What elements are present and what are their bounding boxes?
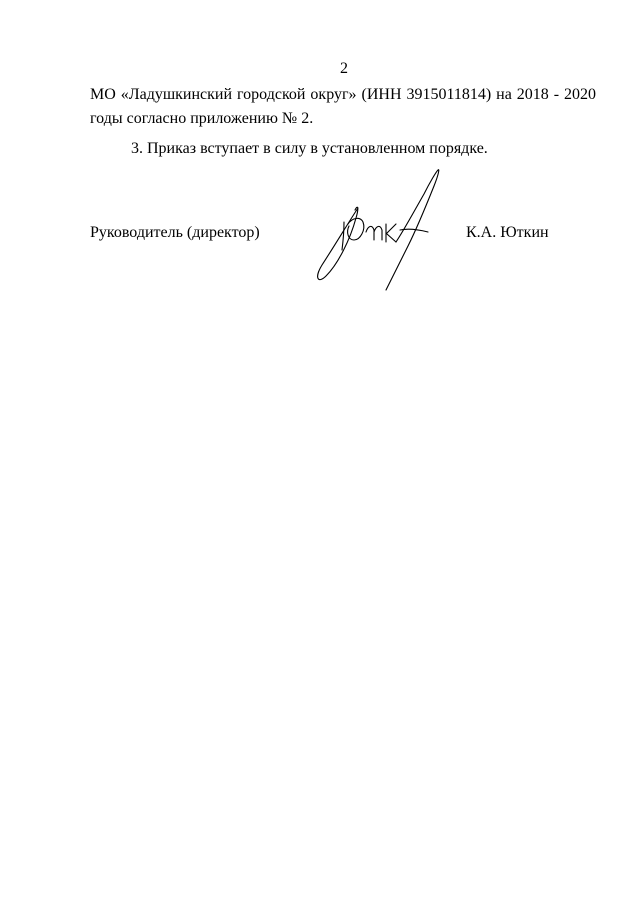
paragraph-line-1: МО «Ладушкинский городской округ» (ИНН 3915011814) на 2018 - 2020 (90, 86, 596, 103)
order-item-3: 3. Приказ вступает в силу в установленном порядке. (131, 140, 488, 157)
signatory-role: Руководитель (директор) (90, 224, 260, 241)
signatory-name: К.А. Юткин (466, 224, 549, 241)
page-number: 2 (340, 60, 348, 77)
handwritten-signature (300, 160, 460, 295)
paragraph-line-2: годы согласно приложению № 2. (90, 110, 314, 127)
